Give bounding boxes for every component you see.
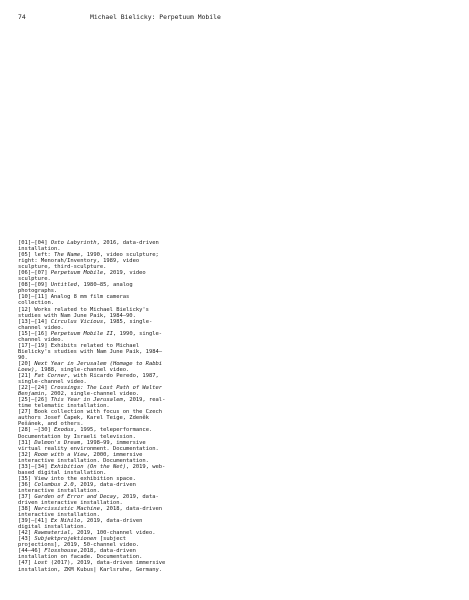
caption-item xyxy=(18,385,168,397)
caption-suffix: (2017), 2019, data-driven immersive installation, ZKM Kubus| Karlsruhe, Germany. xyxy=(18,560,169,573)
caption-work-title: Room with a View xyxy=(34,451,87,458)
caption-prefix: [10]–[11] Analog 8 mm film cameras collection. xyxy=(18,294,133,307)
caption-suffix: , 2016, data-driven installation. xyxy=(18,240,163,253)
caption-item xyxy=(18,409,168,427)
caption-item xyxy=(18,319,168,331)
caption-item xyxy=(18,307,168,319)
caption-work-title: Exhibition (On the Net) xyxy=(50,463,127,470)
caption-item xyxy=(18,331,168,343)
caption-work-title: Circulus Vicious xyxy=(50,318,104,325)
caption-item xyxy=(18,506,168,518)
caption-suffix: , 2019, data-driven interactive installation. xyxy=(18,481,140,494)
caption-work-title: Perpetuum Mobile II xyxy=(50,330,113,337)
caption-item xyxy=(18,252,168,270)
caption-item xyxy=(18,518,168,530)
caption-prefix: [44–46] xyxy=(18,548,45,555)
caption-prefix: [17]–[19] Exhibits related to Michael Bielicky's studies with Nam June Paik, 1984–90. xyxy=(18,342,163,361)
caption-suffix: , 1988, single-channel video. xyxy=(34,366,130,373)
caption-work-title: Narcissistic Machine xyxy=(34,506,100,513)
caption-prefix: [39]–[41] xyxy=(18,518,51,525)
caption-prefix: [21] xyxy=(18,373,35,380)
caption-prefix: [13]–[14] xyxy=(18,318,51,325)
caption-prefix: [37] xyxy=(18,493,35,500)
caption-prefix: [36] xyxy=(18,481,35,488)
caption-prefix: [31] xyxy=(18,439,35,446)
caption-work-title: Flosshouse xyxy=(44,548,77,555)
caption-suffix: , 2018, data-driven interactive installation. xyxy=(18,506,166,519)
caption-suffix: , 1998–99, immersive virtual reality environment. Documentation. xyxy=(18,439,159,452)
caption-suffix: ,2018, data-driven installation on facade. Documentation. xyxy=(18,548,143,561)
caption-work-title: Garden of Error and Decay xyxy=(34,493,117,500)
caption-prefix: [32] xyxy=(18,451,35,458)
caption-prefix: [05] left: xyxy=(18,252,55,259)
caption-work-title: Subjektprojektionen xyxy=(34,536,97,543)
caption-work-title: Fat Corner xyxy=(34,373,68,380)
caption-suffix: , with Ricardo Peredo, 1987, single-channel video. xyxy=(18,373,163,386)
caption-suffix: , 1985, single-channel video. xyxy=(18,318,153,331)
caption-item xyxy=(18,282,168,294)
caption-prefix: [47] xyxy=(18,560,35,567)
caption-prefix: [35] View into the exhibition space. xyxy=(18,475,136,482)
caption-prefix: [12] Works related to Michael Bielicky's studies with Nam June Paik, 1984–90. xyxy=(18,306,153,319)
caption-work-title: Osto Labyrinth xyxy=(50,240,97,246)
caption-work-title: Crossings: The Lost Path of Walter Benjamin xyxy=(18,385,163,398)
page-number: 74 xyxy=(18,13,26,21)
caption-suffix: , 2019, data-driven interactive installation. xyxy=(18,493,159,507)
caption-work-title: Ex Nihilo xyxy=(50,518,81,525)
caption-suffix: , 1990, video sculpture; right: Menorah/Inventory, 1989, video sculpture, third-sculpture. xyxy=(18,252,163,271)
caption-prefix: [22]–[24] xyxy=(18,385,51,392)
caption-item xyxy=(18,427,168,439)
caption-work-title: Perpetuum Mobile xyxy=(50,270,104,277)
caption-prefix: [25]–[26] xyxy=(18,397,51,404)
caption-suffix: , 1990, single-channel video. xyxy=(18,330,163,343)
caption-prefix: [15]–[16] xyxy=(18,330,51,337)
caption-item xyxy=(18,294,168,306)
caption-list xyxy=(18,240,168,573)
caption-prefix: [33]–[34] xyxy=(18,463,51,470)
caption-item xyxy=(18,373,168,385)
caption-suffix: , 2019, data-driven digital installation. xyxy=(18,518,146,531)
caption-item xyxy=(18,464,168,476)
caption-prefix: [27] Book collection with focus on the Czech authors Josef Čapek, Karel Teige, Zdeněk Pešánek, and others. xyxy=(18,409,166,428)
caption-work-title: Untitled xyxy=(50,282,77,289)
caption-prefix: [43] xyxy=(18,536,35,543)
caption-work-title: Dalmon's Dream xyxy=(34,439,81,446)
caption-prefix: [06]–[07] xyxy=(18,270,51,277)
caption-suffix: , 2019, web-based digital installation. xyxy=(18,463,166,476)
caption-work-title: This Year in Jerusalem xyxy=(50,397,123,404)
caption-suffix: , 1980–85, analog photographs. xyxy=(18,282,136,295)
caption-prefix: [01]–[04] xyxy=(18,240,51,246)
caption-suffix: , 2019, 100-channel video. xyxy=(70,530,156,537)
caption-prefix: [20] xyxy=(18,360,35,367)
caption-prefix: [38] xyxy=(18,506,35,513)
caption-item xyxy=(18,440,168,452)
caption-suffix: , 2002, single-channel video. xyxy=(44,391,140,398)
caption-prefix: [28] –[30] xyxy=(18,427,55,434)
caption-item xyxy=(18,240,168,252)
caption-item xyxy=(18,482,168,494)
caption-item xyxy=(18,536,168,548)
caption-item xyxy=(18,560,168,572)
running-title: Michael Bielicky: Perpetuum Mobile xyxy=(90,13,221,21)
caption-item xyxy=(18,270,168,282)
caption-work-title: Next Year in Jerusalem (Homage to Rabbi Loew) xyxy=(18,360,163,373)
caption-work-title: Columbus 2.0 xyxy=(34,481,74,488)
caption-suffix: , 1995, teleperformance. Documentation by Israeli television. xyxy=(18,427,156,440)
caption-prefix: [42] xyxy=(18,530,35,537)
caption-item xyxy=(18,548,168,560)
caption-suffix: [subject projections], 2019, 50-channel video. xyxy=(18,536,140,549)
caption-item xyxy=(18,361,168,373)
caption-suffix: , 2019, video sculpture. xyxy=(18,270,149,283)
caption-suffix: , 2019, real-time telematic installation. xyxy=(18,397,166,410)
caption-work-title: The Name xyxy=(54,252,81,259)
caption-item xyxy=(18,494,168,506)
caption-item xyxy=(18,452,168,464)
caption-work-title: Rawmaterial xyxy=(34,530,71,537)
caption-suffix: , 2000, immersive interactive installation. Documentation. xyxy=(18,451,149,464)
caption-work-title: Exodus xyxy=(54,427,74,434)
caption-prefix: [08]–[09] xyxy=(18,282,51,289)
caption-work-title: Lost xyxy=(34,560,48,567)
caption-item xyxy=(18,343,168,361)
caption-item xyxy=(18,397,168,409)
